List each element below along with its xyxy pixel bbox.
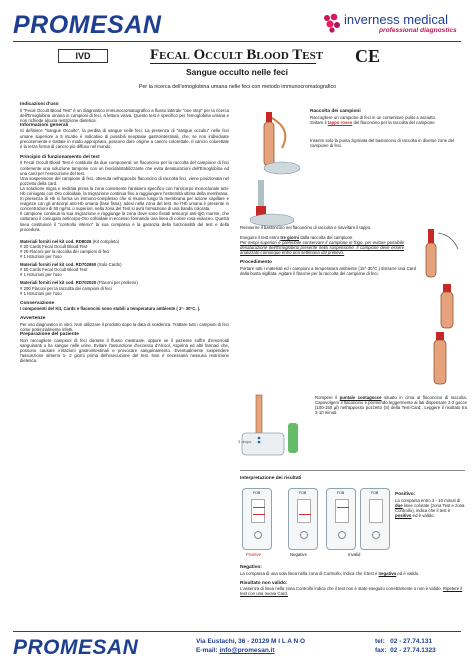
result-window	[369, 499, 383, 523]
nonvalido-heading: Risultato non valido:	[240, 580, 288, 586]
collection-illustration	[238, 108, 308, 178]
result-card-positive	[242, 488, 272, 550]
footer-fax: fax: 02 - 27.74.1323	[375, 647, 436, 654]
right-text-2	[240, 225, 416, 276]
sample-well	[372, 531, 380, 539]
fridge-tube-icon	[431, 282, 465, 332]
footer-address: Via Eustachi, 36 - 20129 M I L A N O	[196, 638, 306, 645]
left-column	[20, 102, 229, 363]
sample-well	[338, 531, 346, 539]
collection-tube-icon	[238, 108, 308, 178]
result-window	[335, 499, 349, 523]
partner-subtitle: professional diagnostics	[379, 27, 457, 34]
uso-text: Il "Fecal Occult Blood Test" è un diagnostico immunocromatografico a flusso laterale "one step" per la ricerca dell'Emoglobina umana in campioni di feci, a lettura visiva. Questo test è specifico per l'emoglobina umana e non richiede alcuna restrizione dietetica.	[20, 107, 229, 123]
brand-logo: PROMESAN	[13, 11, 162, 39]
result-window	[251, 499, 265, 523]
raccolta-text-2: Svitare il tappo rosso del flaconcino per la raccolta del campione	[310, 119, 435, 125]
page-title: Fecal Occult Blood Test	[150, 47, 324, 63]
materiali-1-item: # 20 Cards Fecal Occult Blood Test	[20, 243, 88, 249]
stick-sample-icon	[238, 178, 308, 228]
test-line	[337, 507, 349, 508]
principio-text-3: La soluzione migra e reidrata prima la zona contenente l'antisiero specifico con l'anticorpo monoclonale anti-Hb coniugato con Oro colloidale, la migrazione continua fino a raggiungere l'estremità ultima della membrana.	[20, 185, 229, 196]
preparazione-text: Non raccogliere campioni di feci durante il flusso mestruale, oppure se il paziente soffre d'emorroidi sanguinanti o ha sangue nelle urine. Evitare l'assunzione d'eccesso d'Alcool, Aspirina ed altri farmaci che, possono causare irritazioni gastrointestinali e provocare sanguinamento. Eventualmente sospendere l'assunzione almeno 1- 2 giorni prima dell'esecuzione del test. Non è necessaria nessuna restrizione dietetica.	[20, 337, 229, 364]
materiali-2-heading: Materiali forniti nel kit cod. RD702650 (Solo Cards)	[20, 262, 122, 268]
footer-email: E-mail: info@promesan.it	[196, 647, 275, 654]
raccolta-text-1: Raccogliere un campione di feci in un contenitore pulito e asciutto.	[310, 114, 437, 120]
footer-tel: tel: 02 - 27.74.131	[375, 638, 433, 645]
page-subtitle: Sangue occulto nelle feci	[185, 67, 289, 77]
principio-text-4: In presenza di Hb si forma un immuno-complesso che si muove lungo la membrana per azione capillare e reagisce con gli anticorpi anti-Hb umana (fase fissa), adesi nella zona del test. Se l'Hb umana è presente in concentrazioni di 50 ng/mL o superiori, nella zona del Test si avrà formazione di una banda colorata.	[20, 196, 229, 212]
negativo-heading: Negativo:	[240, 565, 262, 570]
control-line	[299, 514, 311, 515]
materiali-2-item: # 50 Cards Fecal Occult Blood Test	[20, 267, 88, 273]
card-label: FOB	[371, 491, 379, 495]
interpretazione-heading: Interpretazione dei risultati	[240, 476, 302, 481]
sample-well	[254, 531, 262, 539]
negativo-text: La comparsa di una sola linea nella zona di Controllo, indica che il test è negativo ed è valido.	[240, 570, 420, 576]
page-description: Per la ricerca dell'emoglobina umana nelle feci con metodo immunocromatografico	[138, 84, 337, 90]
title-underline	[150, 63, 316, 64]
positivo-block	[395, 492, 465, 518]
result-label-negative: Negative	[290, 552, 307, 557]
sample-well	[300, 531, 308, 539]
card-label: FOB	[299, 491, 307, 495]
nonvalido-text: L'assenza di linea nella zona Controllo indica che il test non è stato eseguito correttamente o non è valido. Ripetere il test con una nuova Card.	[240, 586, 463, 597]
avvertenze-text: Per uso diagnostico in vitro. Non utilizzare il prodotto dopo la data di scadenza. Trattare tutti i campioni di feci come potenzialmente infetti.	[20, 321, 229, 333]
results-rule	[240, 470, 465, 471]
materiali-2-item: # 1 Istruzioni per l'uso	[20, 272, 62, 278]
card-label: FOB	[337, 491, 345, 495]
rompere-text: Rompere il puntale contagocce situato in cima al flaconcino di raccolta. Capovolgere il flaconcino e premendo leggermente ai lati dispensare 2-3 gocce (100-150 µl) nell'apposito pozzetto (S) della Test-Card;. Leggere il risultato tra 3-10 minuti.	[315, 395, 467, 416]
test-line	[253, 507, 265, 508]
shake-tube-icon	[420, 330, 465, 390]
raccolta-heading: Raccolta dei campioni	[310, 109, 361, 114]
result-window	[297, 499, 311, 523]
principio-text-5: Il campione continua la sua migrazione e raggiunge la zona dove sono fissati anticorpi anti-IgG murine, che catturano il coniugato anticorpo-Oro colloidale in eccesso formando una linea di colore rosa-violaceo. Questa linea costituisce il "controllo interno" la sua comparsa è la garanzia della funzionalità del test e della procedura.	[20, 211, 229, 232]
materiali-3-item: # 200 Flaconi per la raccolta dei campioni di feci	[20, 285, 112, 291]
result-card-invalid-1	[326, 488, 356, 550]
principio-text-1: Il Fecal Occult Blood Test è costituito da due componenti: un flaconcino per la raccolta del campione di feci contenente una soluzione tampone con un biocida/stabilizzante che evita denaturazioni dell'Emoglobina ed una card per l'esecuzione del test.	[20, 160, 229, 176]
drops-illustration	[238, 393, 308, 461]
partner-logo	[322, 10, 462, 40]
drops-card-icon	[238, 393, 308, 461]
eseguire-text: Eseguire il test entro tre giorni dalla raccolta del campione.	[240, 235, 354, 241]
principio-heading: Principio di funzionamento del test	[20, 154, 100, 160]
result-card-invalid-2	[360, 488, 390, 550]
uso-heading: Indicazioni d'uso	[20, 102, 59, 107]
procedimento-heading: Procedimento	[240, 260, 272, 266]
materiali-3-item: # 1 Istruzioni per l'uso	[20, 290, 62, 296]
ivd-badge: IVD	[58, 49, 108, 63]
stick-illustration	[238, 178, 308, 228]
procedimento-text: Portare tutti i materiali ed i campioni a temperatura ambiente (15°-30°C.) Estrarre una Card dalla busta sigillata. Agitare il flacone per la raccolta del campione di feci.	[240, 266, 416, 277]
partner-mark-icon	[322, 12, 342, 34]
info-text: Si definisce "Sangue Occulto", la perdita di sangue nelle feci. La presenza di "sangue occulto" nelle feci umane superiore a 5 mL/die è indicativo di possibili neoplasie gastrointestinali, che, se non individuate precocemente e trattate in modo appropriato, possono dare origine a cancro colorettale. Il cancro colorettale è la terza forma di cancro più diffuso nel mondo.	[20, 128, 229, 149]
right-text-1	[310, 109, 467, 148]
right-text-4	[240, 565, 465, 596]
procedure-illustration	[420, 330, 465, 390]
control-line	[253, 514, 265, 515]
footer-brand: PROMESAN	[13, 636, 139, 659]
reinsert-tube-icon	[420, 225, 465, 280]
materiali-1-item: # 1 Istruzioni per l'uso	[20, 254, 62, 260]
raccolta-text-3: Inserire solo la punta zigrinata del bastoncino di raccolta in diverse zone del campione di feci.	[310, 137, 455, 148]
drops-label: 3 drops	[238, 439, 252, 444]
conservazione-heading: Conservazione	[20, 300, 55, 306]
header-rule	[13, 41, 461, 42]
reinserire-text: Reinserire il bastoncino nel flaconcino di raccolta e riavvitare il tappo.	[240, 225, 372, 230]
fridge-illustration	[431, 282, 465, 332]
result-cards	[240, 488, 390, 558]
partner-name: inverness medical	[344, 12, 449, 27]
reinsert-illustration	[420, 225, 465, 280]
email-link[interactable]: info@promesan.it	[219, 647, 275, 654]
positivo-text: La comparsa entro 3 - 10 minuti di due linee colorate (zona Test e zona Controllo), indica che il test è positivo ed è valido.	[395, 497, 465, 518]
footer-rule	[13, 631, 461, 632]
materiali-1-heading: Materiali forniti nel kit cod. RD8026 (Kit completo)	[20, 238, 120, 244]
ce-mark: CE	[355, 46, 381, 66]
result-card-negative	[288, 488, 318, 550]
avvertenze-heading: Avvertenze	[20, 316, 46, 322]
materiali-1-item: # 20 Flaconi per la raccolta dei campioni di feci	[20, 248, 110, 254]
result-label-positive: Positive	[246, 552, 262, 557]
tempi-text: Per tempi superiori è preferibile conservare il campione in frigo, per evitare possibile denaturazione dell'Emoglobina presente nella sospensione. Il campione deve essere analizzato comunque entro una settimana dal prelievo.	[240, 240, 404, 256]
result-label-invalid: Invalid	[348, 552, 361, 557]
conservazione-text: I componenti del Kit, Cards e flaconcini sono stabili a temperatura ambiente ( 2°- 30°C. ).	[20, 306, 201, 312]
card-label: FOB	[253, 491, 261, 495]
info-heading: Informazioni generali	[20, 122, 69, 128]
preparazione-heading: Preparazione del paziente	[20, 332, 79, 338]
materiali-3-heading: Materiali forniti nel kit cod. RD702020 (Flaconi per prelievo)	[20, 280, 138, 286]
principio-text-2: Una sospensione del campione di feci, ottenuta nell'apposito flaconcino di raccolta feci, viene posizionata nel pozzetto della card.	[20, 175, 229, 186]
right-text-3	[315, 395, 467, 415]
positivo-heading: Positivo:	[395, 492, 416, 497]
